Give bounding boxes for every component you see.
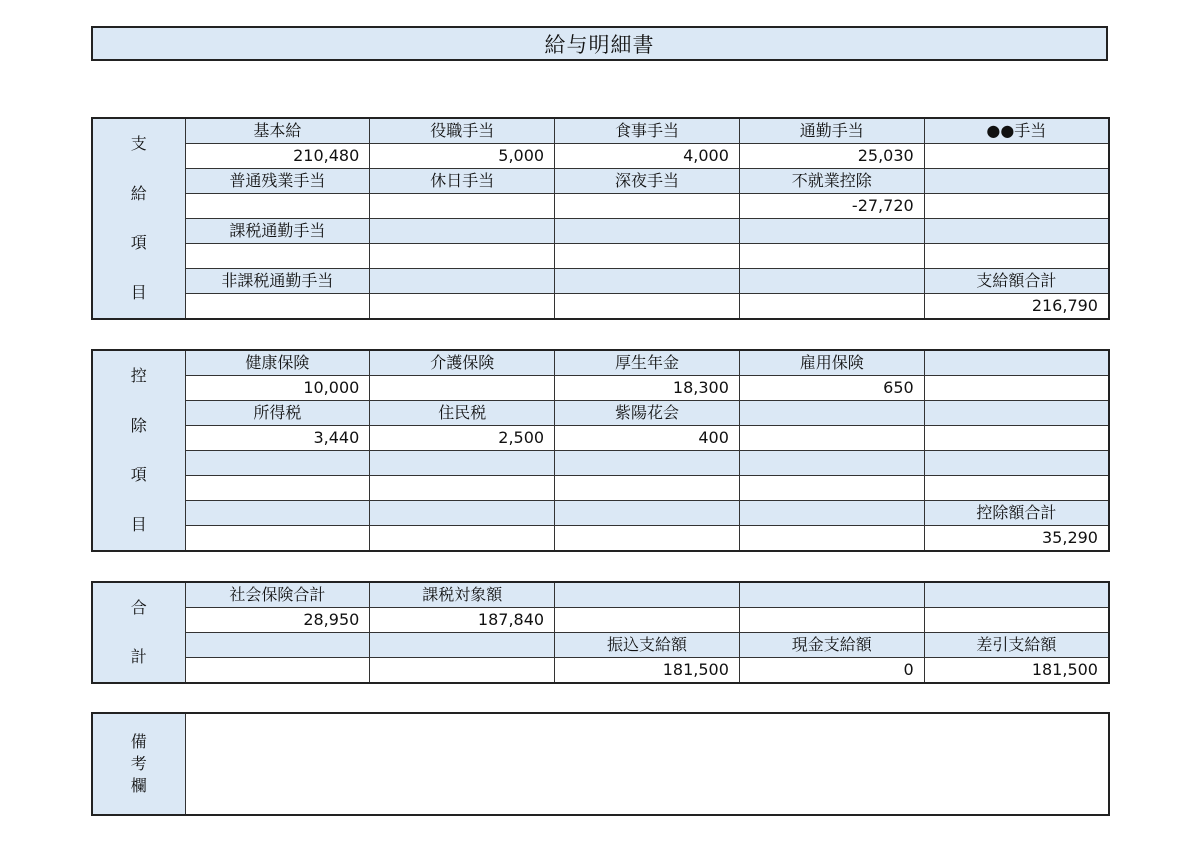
totals-side-label: 合 計 <box>92 582 185 683</box>
value-cell <box>370 244 555 269</box>
value-cell <box>924 376 1109 401</box>
value-cell <box>555 476 740 501</box>
label-cell <box>924 401 1109 426</box>
value-cell <box>555 526 740 552</box>
label-cell: 振込支給額 <box>555 633 740 658</box>
label-cell <box>739 401 924 426</box>
label-cell <box>555 219 740 244</box>
label-cell <box>924 582 1109 608</box>
value-cell <box>739 608 924 633</box>
value-cell <box>370 294 555 320</box>
value-cell <box>739 244 924 269</box>
value-cell: 28,950 <box>185 608 370 633</box>
label-cell <box>370 269 555 294</box>
label-cell: 通勤手当 <box>739 118 924 144</box>
deduction-total-value: 35,290 <box>924 526 1109 552</box>
label-cell: 食事手当 <box>555 118 740 144</box>
value-cell <box>924 608 1109 633</box>
label-cell: 雇用保険 <box>739 350 924 376</box>
label-cell: 健康保険 <box>185 350 370 376</box>
label-cell: 紫陽花会 <box>555 401 740 426</box>
label-cell <box>185 501 370 526</box>
label-cell: ●●手当 <box>924 118 1109 144</box>
label-cell <box>924 169 1109 194</box>
label-cell: 厚生年金 <box>555 350 740 376</box>
label-cell <box>739 582 924 608</box>
label-cell: 課税通勤手当 <box>185 219 370 244</box>
value-cell <box>370 658 555 684</box>
value-cell <box>924 426 1109 451</box>
label-cell <box>370 219 555 244</box>
label-cell <box>555 451 740 476</box>
value-cell: 3,440 <box>185 426 370 451</box>
value-cell: 5,000 <box>370 144 555 169</box>
value-cell <box>739 476 924 501</box>
value-cell <box>739 294 924 320</box>
label-cell <box>739 269 924 294</box>
value-cell <box>924 194 1109 219</box>
value-cell <box>924 476 1109 501</box>
value-cell: -27,720 <box>739 194 924 219</box>
net-pay-label: 差引支給額 <box>924 633 1109 658</box>
value-cell <box>555 294 740 320</box>
label-cell <box>370 451 555 476</box>
remarks-side-label: 備 考 欄 <box>92 713 185 815</box>
label-cell: 休日手当 <box>370 169 555 194</box>
label-cell <box>739 219 924 244</box>
value-cell <box>924 144 1109 169</box>
value-cell: 10,000 <box>185 376 370 401</box>
label-cell <box>739 451 924 476</box>
value-cell: 2,500 <box>370 426 555 451</box>
label-cell: 住民税 <box>370 401 555 426</box>
label-cell: 現金支給額 <box>739 633 924 658</box>
label-cell <box>555 269 740 294</box>
value-cell: 400 <box>555 426 740 451</box>
value-cell <box>555 194 740 219</box>
label-cell <box>924 350 1109 376</box>
net-pay-value: 181,500 <box>924 658 1109 684</box>
label-cell: 役職手当 <box>370 118 555 144</box>
label-cell <box>185 633 370 658</box>
label-cell <box>924 451 1109 476</box>
label-cell <box>739 501 924 526</box>
label-cell: 不就業控除 <box>739 169 924 194</box>
deduction-items-table <box>91 349 1110 552</box>
value-cell <box>370 376 555 401</box>
value-cell <box>924 244 1109 269</box>
label-cell <box>555 582 740 608</box>
label-cell <box>370 633 555 658</box>
value-cell: 4,000 <box>555 144 740 169</box>
value-cell: 181,500 <box>555 658 740 684</box>
label-cell: 普通残業手当 <box>185 169 370 194</box>
value-cell <box>555 608 740 633</box>
label-cell: 非課税通勤手当 <box>185 269 370 294</box>
value-cell <box>370 476 555 501</box>
value-cell <box>185 294 370 320</box>
label-cell <box>555 501 740 526</box>
value-cell <box>185 658 370 684</box>
label-cell: 介護保険 <box>370 350 555 376</box>
payment-side-label: 支 給 項 目 <box>92 118 185 319</box>
label-cell <box>924 219 1109 244</box>
value-cell: 650 <box>739 376 924 401</box>
value-cell <box>370 194 555 219</box>
label-cell: 課税対象額 <box>370 582 555 608</box>
label-cell: 深夜手当 <box>555 169 740 194</box>
totals-table <box>91 581 1110 684</box>
value-cell: 0 <box>739 658 924 684</box>
remarks-table <box>91 712 1110 816</box>
value-cell <box>185 244 370 269</box>
deduction-total-label: 控除額合計 <box>924 501 1109 526</box>
remarks-field[interactable] <box>185 713 1109 815</box>
page-title: 給与明細書 <box>91 26 1108 61</box>
deduction-side-label: 控 除 項 目 <box>92 350 185 551</box>
value-cell: 187,840 <box>370 608 555 633</box>
payment-items-table <box>91 117 1110 320</box>
payment-total-value: 216,790 <box>924 294 1109 320</box>
value-cell: 210,480 <box>185 144 370 169</box>
value-cell <box>185 476 370 501</box>
label-cell: 基本給 <box>185 118 370 144</box>
value-cell <box>739 526 924 552</box>
value-cell <box>370 526 555 552</box>
value-cell <box>555 244 740 269</box>
value-cell <box>739 426 924 451</box>
label-cell <box>185 451 370 476</box>
value-cell <box>185 194 370 219</box>
label-cell: 所得税 <box>185 401 370 426</box>
label-cell <box>370 501 555 526</box>
value-cell: 18,300 <box>555 376 740 401</box>
value-cell <box>185 526 370 552</box>
value-cell: 25,030 <box>739 144 924 169</box>
payment-total-label: 支給額合計 <box>924 269 1109 294</box>
label-cell: 社会保険合計 <box>185 582 370 608</box>
